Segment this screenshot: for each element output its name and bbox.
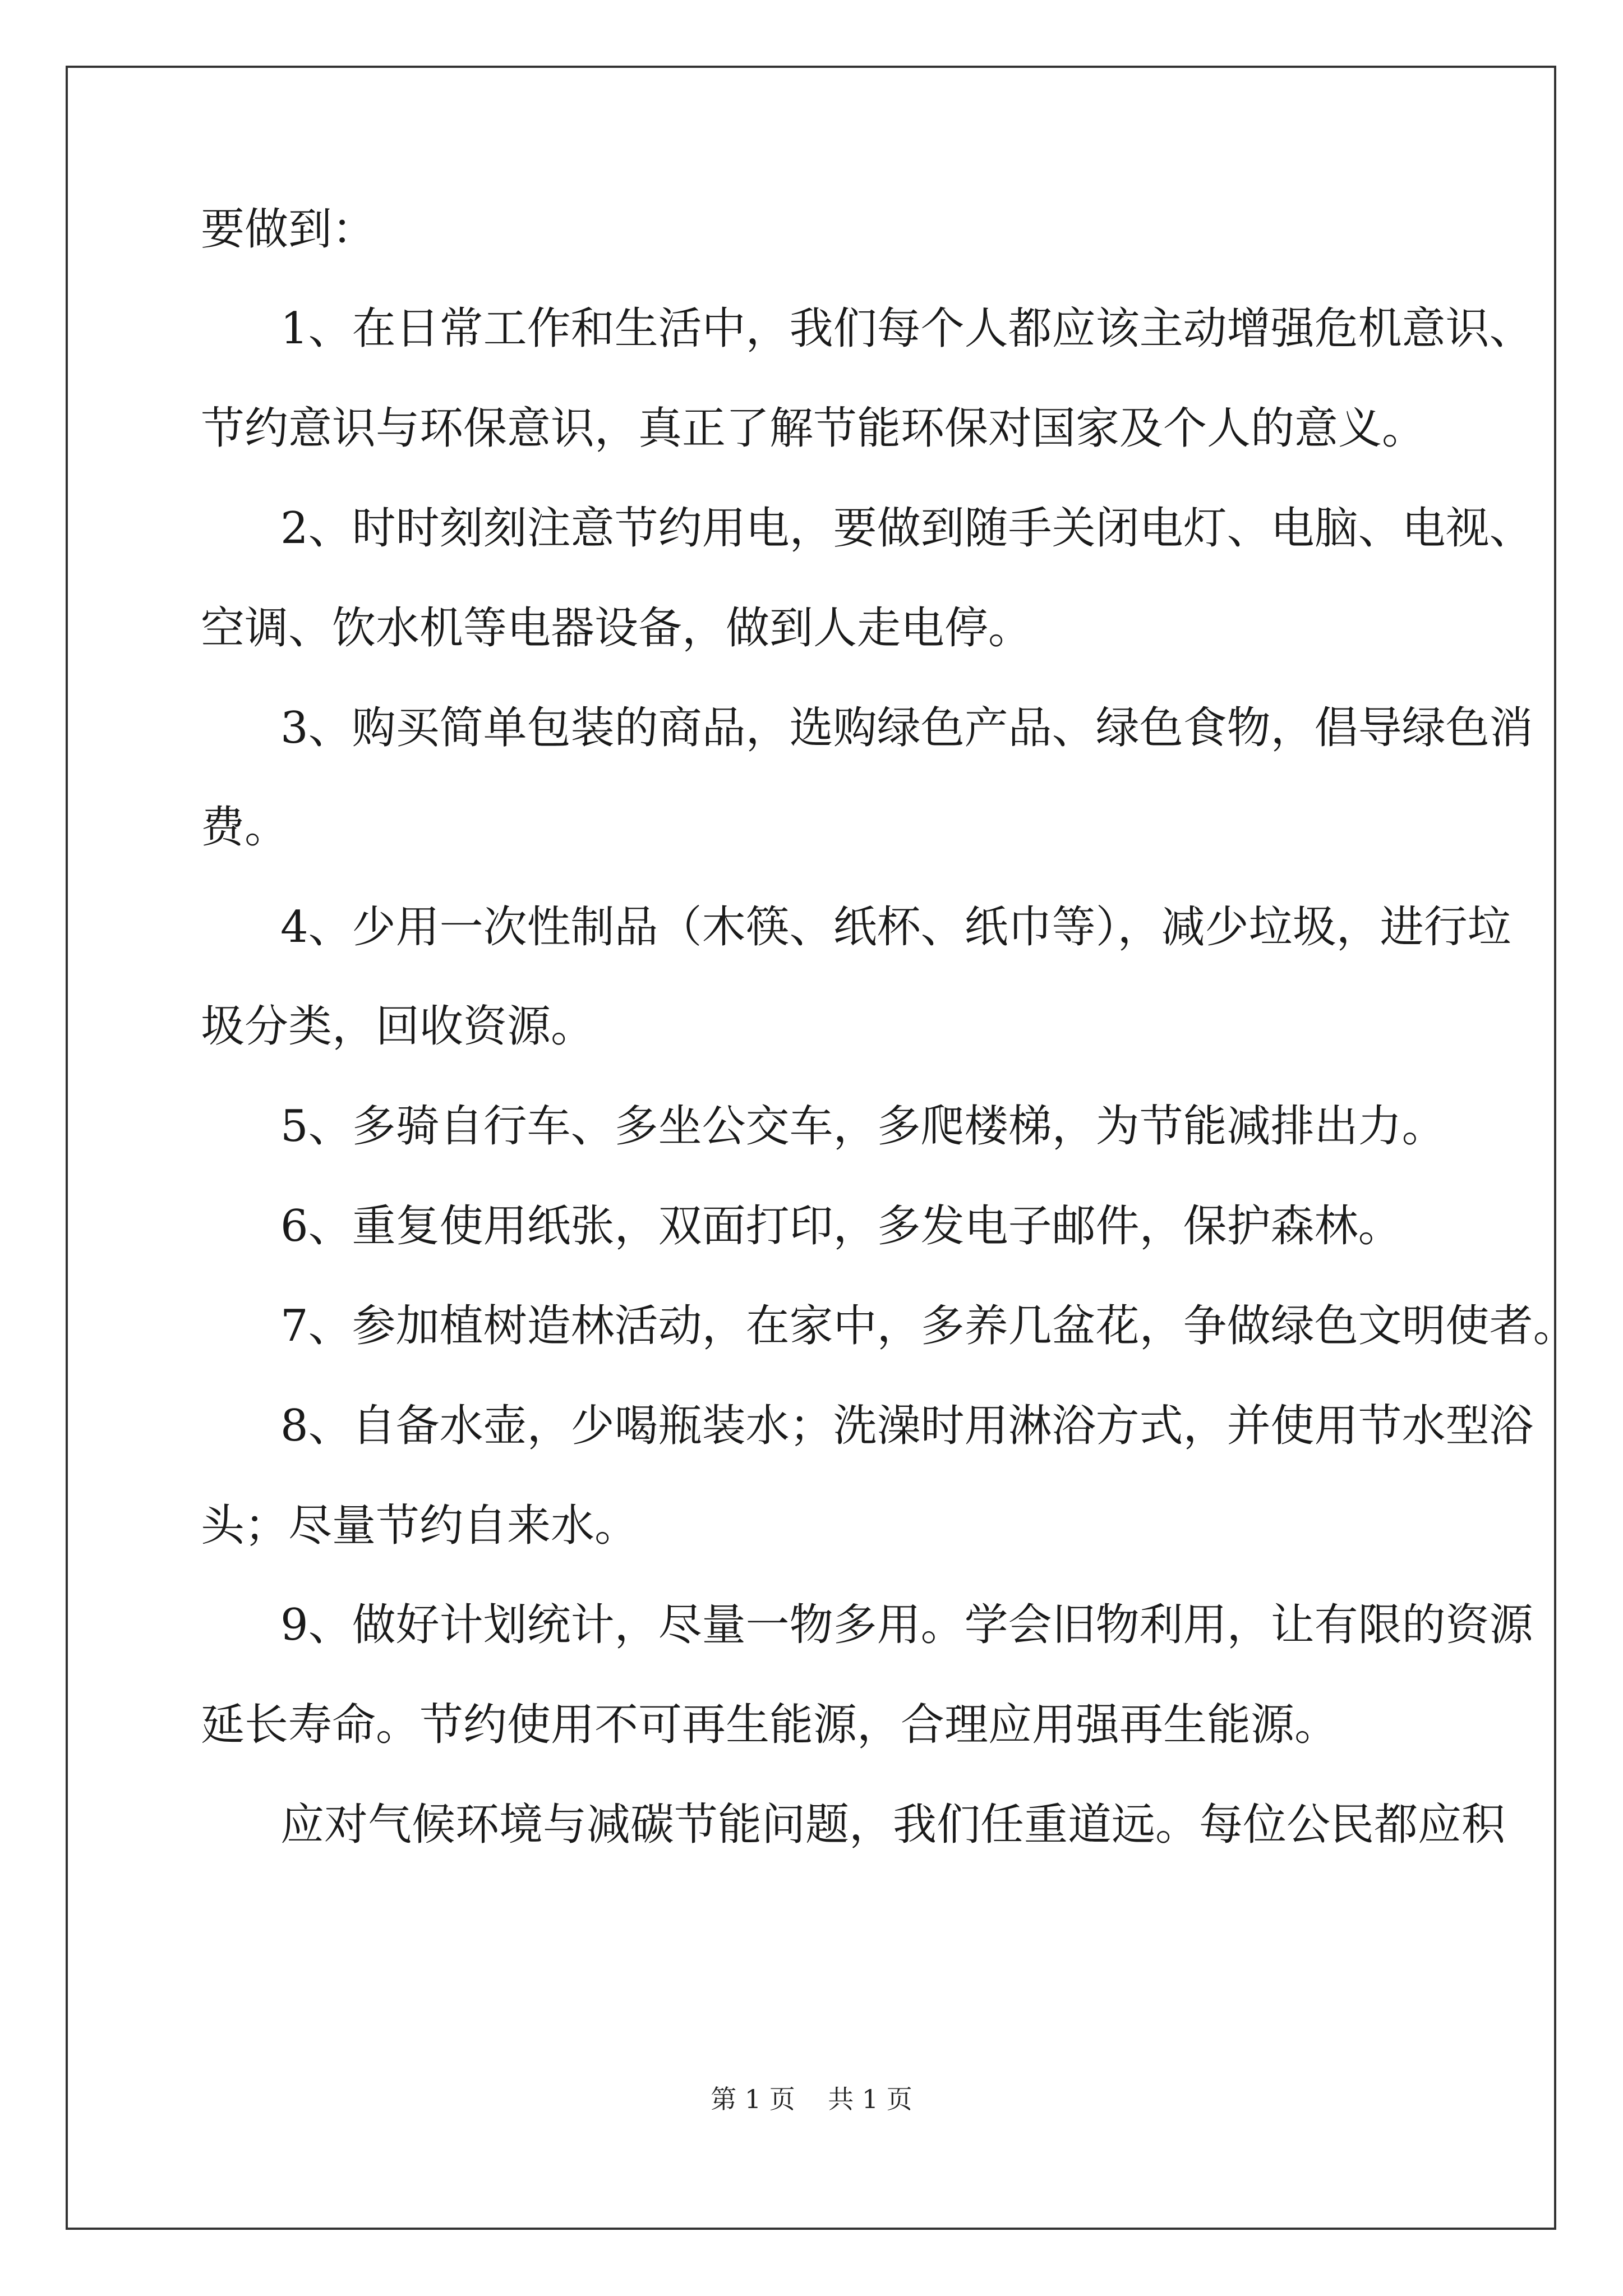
- list-item-1-line-1: 1、在日常工作和生活中，我们每个人都应该主动增强危机意识、: [280, 303, 1533, 354]
- list-item-1-line-2: 节约意识与环保意识，真正了解节能环保对国家及个人的意义。: [201, 403, 1426, 454]
- list-item-9-line-1: 9、做好计划统计，尽量一物多用。学会旧物利用，让有限的资源: [280, 1600, 1533, 1650]
- list-item-5: 5、多骑自行车、多坐公交车，多爬楼梯，为节能减排出力。: [280, 1101, 1446, 1152]
- list-item-4-line-1: 4、少用一次性制品（木筷、纸杯、纸巾等），减少垃圾，进行垃: [280, 902, 1511, 953]
- list-item-2-line-1: 2、时时刻刻注意节约用电，要做到随手关闭电灯、电脑、电视、: [280, 503, 1533, 554]
- list-item-7: 7、参加植树造林活动，在家中，多养几盆花，争做绿色文明使者。: [280, 1301, 1577, 1351]
- list-item-4-line-2: 圾分类，回收资源。: [201, 1001, 595, 1052]
- list-item-3-line-2: 费。: [201, 802, 289, 853]
- page-footer: 第 1 页 共 1 页: [711, 2084, 912, 2114]
- list-item-3-line-1: 3、购买简单包装的商品，选购绿色产品、绿色食物，倡导绿色消: [280, 703, 1533, 753]
- list-item-9-line-2: 延长寿命。节约使用不可再生能源，合理应用强再生能源。: [201, 1700, 1339, 1750]
- list-item-8-line-1: 8、自备水壶，少喝瓶装水；洗澡时用淋浴方式，并使用节水型浴: [280, 1401, 1533, 1451]
- closing-paragraph: 应对气候环境与减碳节能问题，我们任重道远。每位公民都应积: [280, 1800, 1506, 1850]
- list-item-2-line-2: 空调、饮水机等电器设备，做到人走电停。: [201, 603, 1032, 654]
- list-item-8-line-2: 头；尽量节约自来水。: [201, 1501, 639, 1551]
- list-item-6: 6、重复使用纸张，双面打印，多发电子邮件，保护森林。: [280, 1201, 1402, 1251]
- text-line: 要做到：: [201, 204, 376, 255]
